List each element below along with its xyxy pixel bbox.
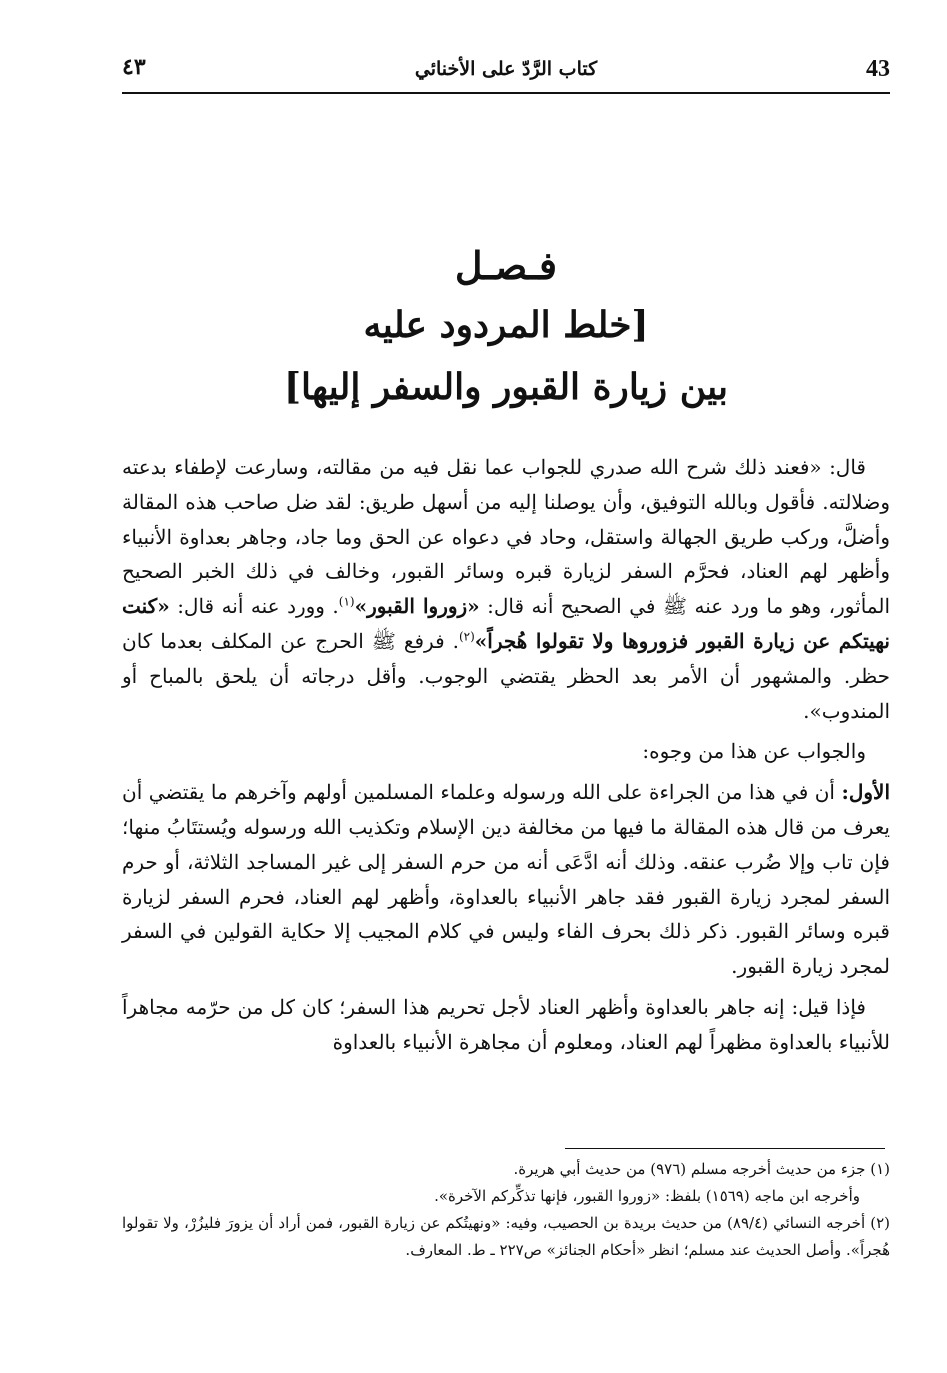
section-heading — [122, 238, 890, 418]
hadith-quote-1: «زوروا القبور» — [354, 594, 480, 619]
page-header — [122, 52, 890, 94]
footnote-mark-1: (١) — [338, 594, 355, 609]
heading-line-2: بين زيارة القبور والسفر إليها] — [283, 366, 729, 408]
paragraph-1 — [122, 450, 890, 728]
paragraph-1-part-b: . وورد عنه أنه قال: — [177, 594, 339, 619]
heading-fasl: فـصـل — [454, 243, 558, 288]
running-title: كتاب الرَّدّ على الأخنائي — [414, 58, 598, 80]
paragraph-2: والجواب عن هذا من وجوه: — [642, 739, 866, 764]
paragraph-1-part-a: قال: «فعند ذلك شرح الله صدري للجواب عما نقل فيه من مقالته، وسارعت لإطفاء بدعته وضلالته. فأقول وبالله التوفيق، وأن يوصلنا إليه من أسهل طريق: لقد ضل صاحب هذه المقالة وأضلَّ، وركب طريق الجهالة واستقل، وحاد في دعواه عن الحق وما جاد، وجاهر بعداوة الأنبياء وأظهر لهم العناد، فحرَّم السفر لزيارة قبره وسائر القبور، وخالف في ذلك الخبر الصحيح المأثور، وهو ما ورد عنه ﷺ في الصحيح أنه قال: — [122, 455, 890, 619]
footnote-divider — [565, 1148, 885, 1149]
footnotes — [122, 1156, 890, 1264]
paragraph-3-text: أن في هذا من الجراءة على الله ورسوله وعلماء المسلمين أولهم وآخرهم ما يقتضي أن يعرف من قال هذه المقالة ما فيها من مخالفة دين الإسلام وتكذيب الله ورسوله ويُستتَابُ منها؛ فإن تاب وإلا ضُرب عنقه. وذلك أنه ادَّعَى أنه من حرم السفر إلى غير المساجد الثلاثة، أو حرم السفر لمجرد زيارة القبور فقد جاهر الأنبياء بالعداوة، وأظهر لهم العناد، فحرم السفر لزيارة قبره وسائر القبور. ذكر ذلك بحرف الفاء وليس في كلام المجيب إلا حكاية القولين في السفر لمجرد زيارة القبور. — [122, 780, 890, 979]
paragraph-3-lead: الأول: — [841, 780, 891, 805]
page-number-arabic: ٤٣ — [122, 54, 146, 80]
paragraph-1-part-c: . فرفع ﷺ الحرج عن المكلف بعدما كان حظر. والمشهور أن الأمر بعد الحظر يقتضي الوجوب. وأقل درجاته أن يلحق بالمباح أو المندوب». — [122, 628, 890, 723]
heading-line-1: [خلط المردود عليه — [363, 304, 649, 346]
footnote-1-line-2: وأخرجه ابن ماجه (١٥٦٩) بلفظ: «زوروا القبور، فإنها تذكِّركم الآخرة». — [434, 1187, 860, 1205]
main-text — [122, 450, 890, 1066]
paragraph-3 — [122, 775, 890, 984]
footnote-2: (٢) أخرجه النسائي (٨٩/٤) من حديث بريدة بن الحصيب، وفيه: «ونهيتُكم عن زيارة القبور، فمن أراد أن يزورَ فليزُرْ، ولا تقولوا هُجراً». وأصل الحديث عند مسلم؛ انظر «أحكام الجنائز» ص٢٢٧ ـ ط. المعارف. — [122, 1214, 890, 1259]
footnote-1-line-1: (١) جزء من حديث أخرجه مسلم (٩٧٦) من حديث أبي هريرة. — [513, 1160, 890, 1178]
paragraph-4: فإذا قيل: إنه جاهر بالعداوة وأظهر العناد لأجل تحريم هذا السفر؛ كان كل من حرّمه مجاهراً للأنبياء بالعداوة مظهراً لهم العناد، ومعلوم أن مجاهرة الأنبياء بالعداوة — [122, 994, 890, 1054]
footnote-mark-2: (٢) — [458, 629, 475, 644]
page-number-latin: 43 — [866, 56, 890, 82]
hadith-quote-2: «كنت نهيتكم عن زيارة القبور فزوروها ولا تقولوا هُجراً» — [122, 594, 890, 653]
